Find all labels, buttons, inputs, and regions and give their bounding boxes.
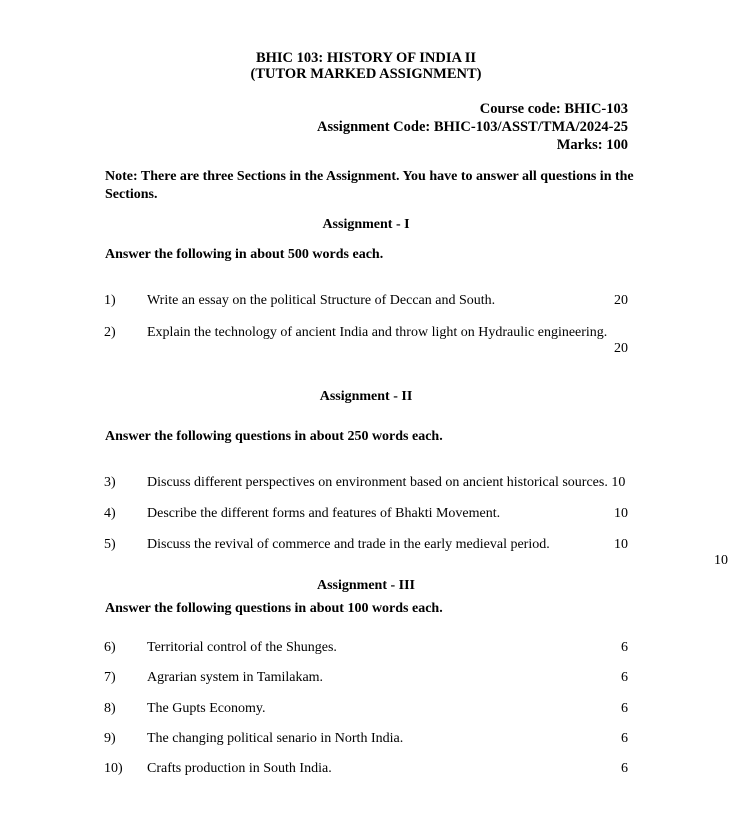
- question-text: Write an essay on the political Structure of Deccan and South.: [147, 293, 496, 308]
- question-number: 3): [104, 475, 116, 490]
- section-instruction: Answer the following questions in about 100 words each.: [105, 601, 443, 616]
- assignment-code: Assignment Code: BHIC-103/ASST/TMA/2024-25: [317, 119, 628, 135]
- question-text: The changing political senario in North India.: [147, 731, 404, 746]
- stray-marks: 10: [714, 553, 728, 568]
- section-instruction: Answer the following questions in about 250 words each.: [105, 429, 443, 444]
- question-number: 4): [104, 506, 116, 521]
- question-marks: 6: [621, 670, 628, 685]
- question-marks: 20: [614, 341, 628, 356]
- question-number: 10): [104, 761, 123, 776]
- question-marks: 20: [614, 293, 628, 308]
- section-heading: Assignment - I: [322, 217, 410, 232]
- question-number: 1): [104, 293, 116, 308]
- question-marks: 6: [621, 731, 628, 746]
- question-text: Crafts production in South India.: [147, 761, 332, 776]
- question-marks: 10: [614, 537, 628, 552]
- question-number: 2): [104, 325, 116, 340]
- question-text: Describe the different forms and features of Bhakti Movement.: [147, 506, 501, 521]
- question-text: Discuss different perspectives on environment based on ancient historical sources. 10: [147, 475, 626, 490]
- course-code: Course code: BHIC-103: [479, 101, 628, 117]
- total-marks: Marks: 100: [556, 137, 628, 153]
- question-number: 6): [104, 640, 116, 655]
- document-title: BHIC 103: HISTORY OF INDIA II: [255, 50, 477, 66]
- question-marks: 10: [614, 506, 628, 521]
- section-heading: Assignment - II: [319, 389, 413, 404]
- question-text: Agrarian system in Tamilakam.: [147, 670, 324, 685]
- question-text: Territorial control of the Shunges.: [147, 640, 337, 655]
- instructions-note: Note: There are three Sections in the Assignment. You have to answer all questions in the Sections.: [105, 169, 634, 202]
- question-marks: 6: [621, 701, 628, 716]
- question-marks: 6: [621, 761, 628, 776]
- document-subtitle: (TUTOR MARKED ASSIGNMENT): [250, 66, 482, 82]
- question-number: 9): [104, 731, 116, 746]
- question-number: 7): [104, 670, 116, 685]
- question-marks: 6: [621, 640, 628, 655]
- question-text: Discuss the revival of commerce and trade in the early medieval period.: [147, 537, 550, 552]
- section-instruction: Answer the following in about 500 words each.: [105, 247, 384, 262]
- section-heading: Assignment - III: [316, 578, 415, 593]
- question-text: The Gupts Economy.: [147, 701, 266, 716]
- question-text: Explain the technology of ancient India and throw light on Hydraulic engineering.: [147, 325, 608, 340]
- question-number: 8): [104, 701, 116, 716]
- question-number: 5): [104, 537, 116, 552]
